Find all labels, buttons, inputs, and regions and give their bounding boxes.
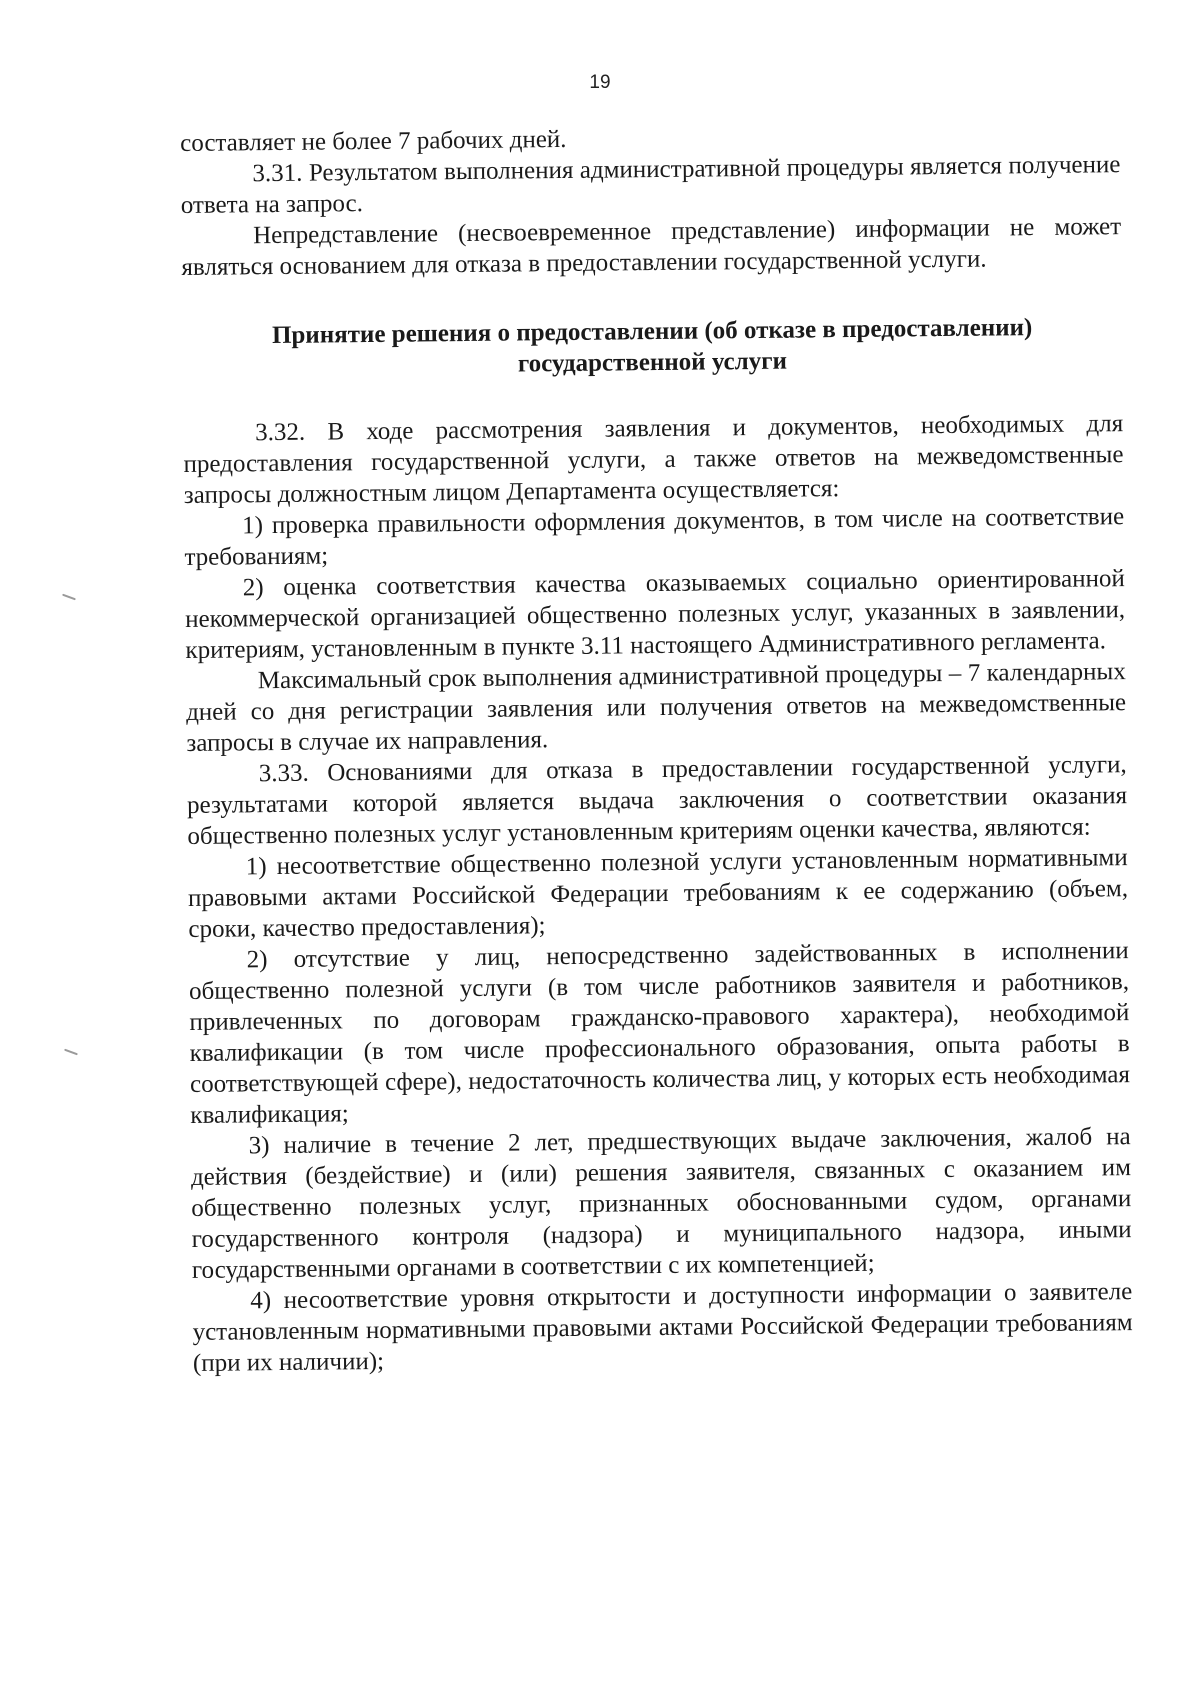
list-item: 1) несоответствие общественно полезной услуги установленным нормативными правовыми актами Российской Федерации требованиям к ее содержанию (объем, сроки, качество предоставления); [187, 844, 1129, 943]
margin-mark [64, 1049, 78, 1056]
margin-mark [62, 594, 76, 601]
list-item: 3) наличие в течение 2 лет, предшествующих выдаче заключения, жалоб на действия (бездействие) и (или) решения заявителя, связанных с оказанием им общественно полезных услуг, признанных обоснованными судом, органами государственного контроля (надзора) и муниципального надзора, иными государственными органами в соответствии с их компетенцией; [190, 1123, 1132, 1284]
paragraph: составляет не более 7 рабочих дней. [180, 125, 567, 157]
section-heading [182, 311, 1123, 383]
page-number: 19 [589, 72, 611, 93]
paragraph-3-32: 3.32. В ходе рассмотрения заявления и документов, необходимых для предоставления государственной услуги, а также ответов на межведомственные запросы должностным лицом Департамента осуществляется: [183, 410, 1124, 509]
list-item: 2) оценка соответствия качества оказываемых социально ориентированной некоммерческой организацией общественно полезных услуг, указанных в заявлении, критериям, установленным в пункте 3.11 настоящего Административного регламента. [185, 565, 1126, 664]
list-item: 2) отсутствие у лиц, непосредственно задействованных в исполнении общественно полезной услуги (в том числе работников заявителя и работников, привлеченных по договорам гражданско-правового характера), необходимой квалификации (в том числе профессионального образования, опыта работы в соответствующей сфере), недостаточность количества лиц, у которых есть необходимая квалификация; [188, 937, 1131, 1129]
list-item: 1) проверка правильности оформления документов, в том числе на соответствие требованиям; [184, 503, 1125, 571]
paragraph-3-31: 3.31. Результатом выполнения административной процедуры является получение ответа на запрос. [180, 151, 1121, 219]
paragraph: Максимальный срок выполнения административной процедуры – 7 календарных дней со дня регистрации заявления или получения ответов на межведомственные запросы в случае их направления. [185, 658, 1127, 757]
list-item: 4) несоответствие уровня открытости и доступности информации о заявителе установленным нормативными правовыми актами Российской Федерации требованиям (при их наличии); [192, 1278, 1133, 1377]
document-body [180, 118, 1133, 1379]
paragraph: Непредставление (несвоевременное представление) информации не может являться основанием для отказа в предоставлении государственной услуги. [181, 213, 1122, 281]
section-heading-line: государственной услуги [517, 347, 788, 378]
section-heading-line: Принятие решения о предоставлении (об отказе в предоставлении) [271, 314, 1033, 350]
paragraph-3-33: 3.33. Основаниями для отказа в предоставлении государственной услуги, результатами которой является выдача заключения о соответствии оказания общественно полезных услуг установленным критериям оценки качества, являются: [186, 751, 1128, 850]
